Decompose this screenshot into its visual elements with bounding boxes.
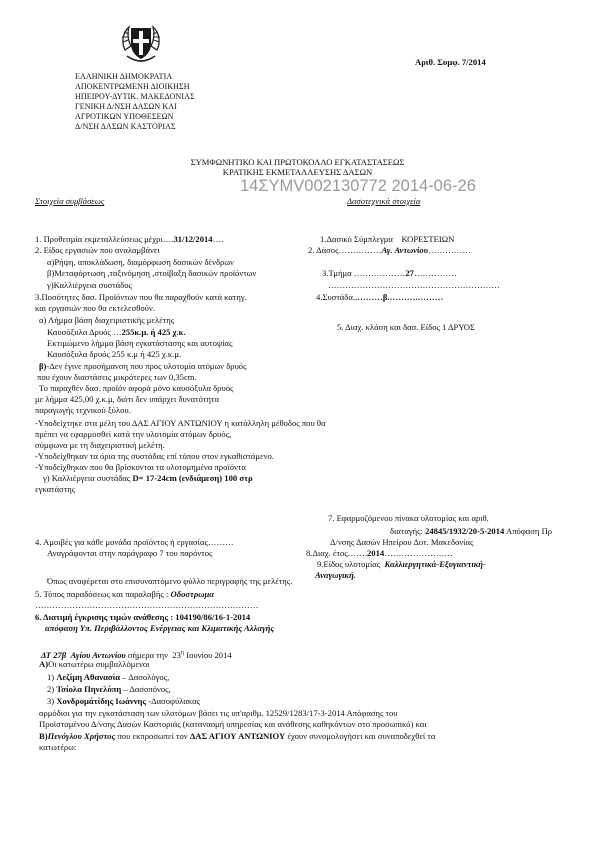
note-boundaries: -Υποδείχθηκαν τα όρια της συστάδας επί τόπου στον εγκαθιστάμενο. <box>35 451 274 461</box>
note-b-timber: παραγωγής τεχνικού ξύλου. <box>35 405 131 415</box>
member-2: 2) Τσίολα Πηνελόπη – Δασοπόνος, <box>47 684 171 694</box>
member-1: 1) Λεζίμη Αθανασία – Δασολόγος, <box>47 672 170 682</box>
authority-line-4: ΓΕΝΙΚΗ Δ/ΝΣΗ ΔΑΣΩΝ ΚΑΙ <box>75 102 177 111</box>
estimated-yield-label: Εκτιμώμενο λήμμα βάση εγκατάστασης και αυτοψίας <box>47 338 233 348</box>
felling-table-order: διαταγής: 24845/1932/20-5-2014 Απόφαση Πρ <box>390 526 553 536</box>
item-6-pricing: 6. Διατιμή έγκρισης τιμών ανάθεσης : 104190/86/16-1-2014 <box>35 612 251 622</box>
stand-cultivation: γ) Καλλιέργεια συστάδας D= 17-24cm (ενδιάμεση) 100 στρ <box>43 473 253 483</box>
authority-line-3: ΗΠΕΙΡΟΥ-ΔΥΤΙΚ. ΜΑΚΕΔΟΝΙΑΣ <box>75 92 195 101</box>
stand-cultivation-cont: εγκατάστης <box>35 484 76 494</box>
party-b-line-cont: κατωτέρω: <box>39 742 77 752</box>
authority-paragraph-2: Προϊσταμένου Δ/νσης Δασών Καστοριάς (καταναομή υπηρεσίας και ανάθεσης καθηκόντων στο προσωπικό) και <box>39 719 427 729</box>
firewood-oak-yield: Καυσόξυλα Δρυός …255κ.μ. ή 425 χ.κ. <box>47 327 186 337</box>
document-title-line-1: ΣΥΜΦΩΝΗΤΙΚΟ ΚΑΙ ΠΡΩΤΟΚΟΛΛΟ ΕΓΚΑΤΑΣΤΑΣΕΩΣ <box>190 157 405 167</box>
felling-table-authority: Δ/νσης Δασών Ηπείρου Δυτ. Μακεδονίας <box>330 537 474 547</box>
work-type-a: α)Ρήψη, αποκλάδωση, διαμόρφωση δασικών δένδρων <box>47 257 234 267</box>
authority-line-6: Δ/ΝΣΗ ΔΑΣΩΝ ΚΑΣΤΟΡΙΑΣ <box>75 122 176 131</box>
estimated-firewood-yield: Καυσόξυλα δρυός 255 κ.μ ή 425 χ.κ.μ. <box>47 349 182 359</box>
note-method-plan: σύμφωνα με τη διαχειριστική μελέτη. <box>35 440 165 450</box>
authority-line-1: ΕΛΛΗΝΙΚΗ ΔΗΜΟΚΡΑΤΙΑ <box>75 72 173 81</box>
item-3-quantities: 3.Ποσότητες δασ. Προϊόντων που θα παραχθούν κατά κατηγ. <box>35 292 247 302</box>
document-title-line-2: ΚΡΑΤΙΚΗΣ ΕΚΜΕΤΑΛΛΕΥΣΗΣ ΔΑΣΩΝ <box>222 167 373 177</box>
party-b-line: B)Πενόγλου Χρήστος που εκπροσωπεί τον ΔΑΣ ΑΓΙΟΥ ΑΝΤΩΝΙΟΥ έχουν συνομολογήσει και συναποδεχθεί τα <box>39 731 436 741</box>
note-b-dimensions: που έχουν διαστάσεις μικρότερες των 0,35cm. <box>37 372 197 382</box>
note-b-yield: με λήμμα 425,00 χ.κ.μ, διότι δεν υπάρχει δυνατότητα <box>35 394 219 404</box>
forestry-details-heading: Δασοτεχνικά στοιχεία <box>347 196 421 206</box>
felling-type: 9.Είδος υλοτομίας Καλλιεργητικά-Εξυγιαντική- <box>317 559 486 569</box>
management-class: 5. Διαχ. κλάση και δασ. Είδος 1 ΔΡΥΟΣ <box>337 322 475 332</box>
parties-a-heading: A)Οι κατωτέρω συμβαλλόμενοι <box>39 659 150 669</box>
forest-name: 2. Δάσος……………Αγ. Αντωνίου…………… <box>308 245 471 255</box>
item-2-work-types: 2. Είδος εργασιών που αναλαμβάνει <box>35 245 160 255</box>
forest-complex: 1.Δασικό Σύμπλεγμα ΚΟΡΕΣΤΕΙΩΝ <box>320 234 455 244</box>
item-1-deadline: 1. Προθεσμία εκμεταλλεύσεως μέχρι….31/12/2014…. <box>35 234 224 244</box>
diavgeia-ada-watermark: 14ΣΥΜV002130772 2014-06-26 <box>240 177 476 195</box>
section-number: 3.Τμήμα ………………27…………… <box>322 268 457 278</box>
item-7-felling-table: 7. Εφαρμοζόμενου πίνακα υλοτομίας και αριθ. <box>328 513 489 523</box>
contract-number: Αριθ. Συμφ. 7/2014 <box>415 57 486 67</box>
section-dots: …………………………………………………… <box>328 280 500 290</box>
study-description-note: Όπως αναφέρεται στο επισυναπτόμενο φύλλο περιγραφής της μελέτης. <box>47 576 293 586</box>
contract-details-heading: Στοιχεία συμβάσεως <box>35 196 105 206</box>
authority-paragraph-1: αρμόδιοι για την εγκατάσταση των υλοτόμων βάσει τις υπ'αριθμ. 12529/1283/17-3-2014 Απόφασης του <box>39 708 398 718</box>
item-3-quantities-cont: και εργασιών που θα εκτελεσθούν. <box>35 303 155 313</box>
felling-type-cont: Αναγωγική. <box>315 570 356 580</box>
protocol-date-line: ΔΤ 27β Αγίου Αντωνίου σήμερα την $23^\eta$ Ιουνίου 2014 <box>41 649 232 660</box>
note-method-cont: πρέπει να εφαρμοσθεί κατά την υλοτομία ατόμων δρυός, <box>35 429 232 439</box>
member-3: 3) Χονδρομάτίδης Ιωάννης -Δασοφύλακας <box>47 696 201 706</box>
item-4-fees: 4. Αμοιβές για κάθε μονάδα προϊόντος ή εργασίας……… <box>35 537 234 547</box>
management-year: 8.Διαχ. έτος…….2014…………………… <box>306 548 453 558</box>
item-5-delivery-place: 5. Τόπος παραδόσεως και παραλαβής : Οδοστρωμα <box>35 589 215 599</box>
note-b-marking: β)-Δεν έγινε προσήμανση που προς υλοτομία ατόμων δρυός <box>39 361 247 371</box>
note-method: -Υποδείχτηκε στα μέλη του ΔΑΣ ΑΓΙΟΥ ΑΝΤΩΝΙΟΥ η κατάλληλη μέθοδος που θα <box>35 418 326 428</box>
item-4-fees-ref: Αναγράφονται στην παράγραφο 7 του παρόντος <box>47 548 213 558</box>
work-type-c: γ)Καλλιέργεια συστάδος <box>47 280 132 290</box>
note-product-location: -Υποδείχθηκαν που θα βρίσκονται τα υλοτομημένα προϊόντα <box>35 462 246 472</box>
stand-id: 4.Συστάδα..………β.……….……… <box>316 292 444 302</box>
work-type-b: β)Μεταφόρτωση ,ταξινόμηση ,στοίβαξη δασικών προϊόντων <box>47 268 257 278</box>
greek-coat-of-arms-emblem <box>117 20 165 68</box>
yield-management-plan: α) Λήμμα βάση διαχειριστικής μελέτης <box>39 315 175 325</box>
dotted-line: …………………………………………………………………… <box>35 600 259 610</box>
note-b-product: Το παραχθέν δασ. προϊόν αφορά μόνο καυσόξυλα δρυός <box>39 383 234 393</box>
ministry-decision: απόφαση Υπ. Περιβάλλοντος Ενέργειας και Κλιματικής Αλλαγής <box>45 623 275 633</box>
authority-line-5: ΑΓΡΟΤΙΚΩΝ ΥΠΟΘΕΣΕΩΝ <box>75 112 174 121</box>
authority-line-2: ΑΠΟΚΕΝΤΡΩΜΕΝΗ ΔΙΟΙΚΗΣΗ <box>75 82 190 91</box>
